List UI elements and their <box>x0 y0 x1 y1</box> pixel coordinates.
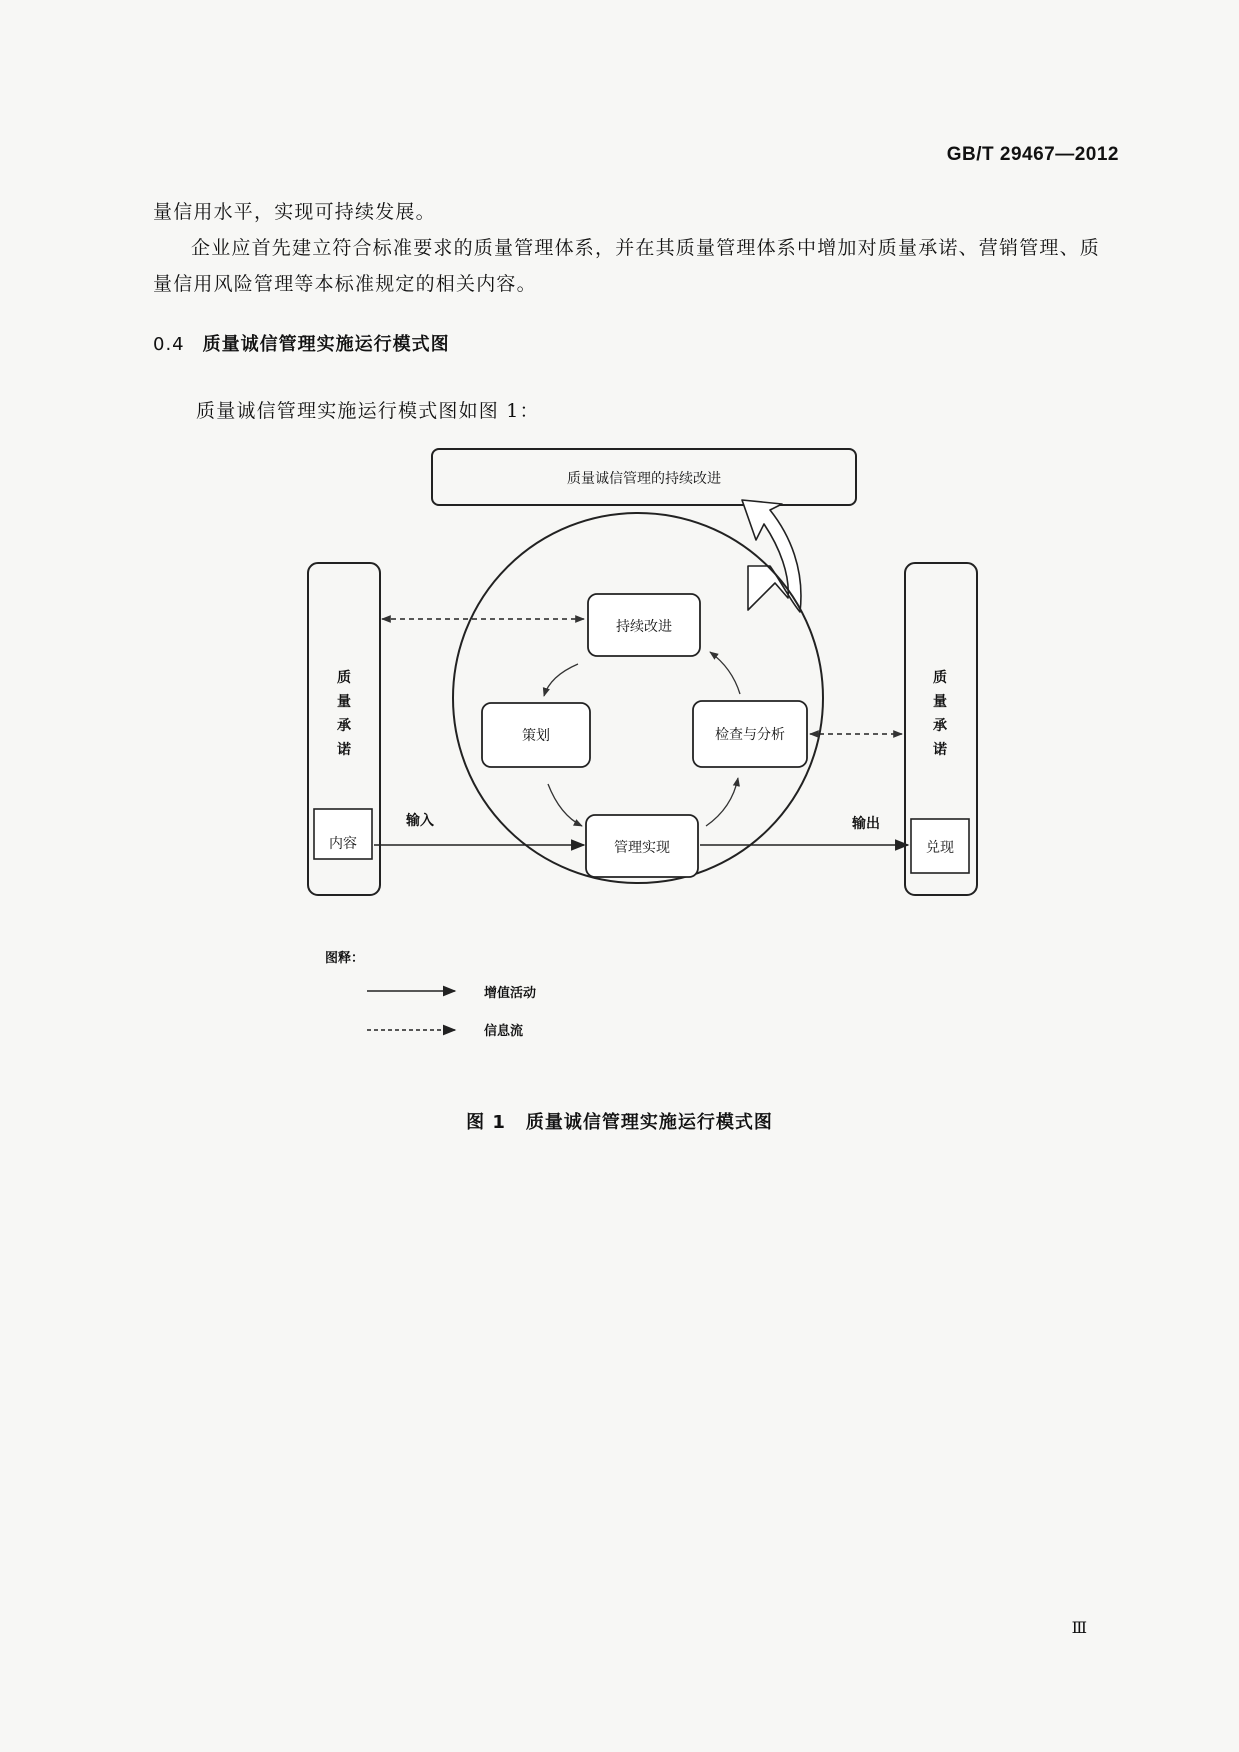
figure-caption <box>0 1108 1239 1134</box>
continuous-improvement-box <box>432 449 856 505</box>
continuous-improvement-label: 质量诚信管理的持续改进 <box>567 471 721 487</box>
input-label: 输入 <box>406 813 434 829</box>
figure-title: 质量诚信管理实施运行模式图 <box>525 1112 773 1133</box>
cycle-node-implement <box>586 815 698 877</box>
left-quality-commitment-column <box>308 563 380 895</box>
legend-solid-label: 增值活动 <box>484 986 537 1001</box>
left-column-char: 诺 <box>337 742 351 758</box>
section-title: 质量诚信管理实施运行模式图 <box>202 334 450 355</box>
cycle-node-label: 策划 <box>522 728 550 744</box>
cycle-arrow <box>548 784 582 826</box>
right-column-char: 诺 <box>933 742 947 758</box>
fulfillment-box-label: 兑现 <box>926 840 954 856</box>
figure-number: 图 1 <box>466 1112 506 1133</box>
output-label: 输出 <box>852 816 880 832</box>
right-column-char: 承 <box>933 718 947 734</box>
right-column-char: 量 <box>933 694 947 710</box>
figure-legend <box>325 950 536 1039</box>
cycle-node-plan <box>482 703 590 767</box>
left-column-char: 质 <box>337 670 351 686</box>
left-column-char: 量 <box>337 694 351 710</box>
cycle-node-improve <box>588 594 700 656</box>
figure-intro: 质量诚信管理实施运行模式图如图 1： <box>196 400 540 422</box>
cycle-node-label: 管理实现 <box>614 840 670 856</box>
content-box-label: 内容 <box>329 836 357 852</box>
left-column-char: 承 <box>337 718 351 734</box>
page-number: Ⅲ <box>1071 1618 1087 1637</box>
cycle-node-label: 持续改进 <box>616 619 672 635</box>
cycle-arrow <box>710 652 740 694</box>
legend-dashed-label: 信息流 <box>484 1024 524 1039</box>
cycle-arrow <box>706 778 738 826</box>
body-paragraph: 量信用水平，实现可持续发展。 <box>153 201 436 223</box>
section-number: 0.4 <box>153 334 185 355</box>
cycle-arrow <box>544 664 578 696</box>
standard-code: GB/T 29467—2012 <box>946 144 1119 165</box>
body-paragraph: 企业应首先建立符合标准要求的质量管理体系，并在其质量管理体系中增加对质量承诺、营销管理、质量信用风险管理等本标准规定的相关内容。 <box>153 237 1101 295</box>
legend-title: 图释： <box>325 951 365 966</box>
right-column-char: 质 <box>933 670 947 686</box>
right-quality-commitment-column <box>905 563 977 895</box>
cycle-node-label: 检查与分析 <box>715 727 785 743</box>
cycle-node-check <box>693 701 807 767</box>
